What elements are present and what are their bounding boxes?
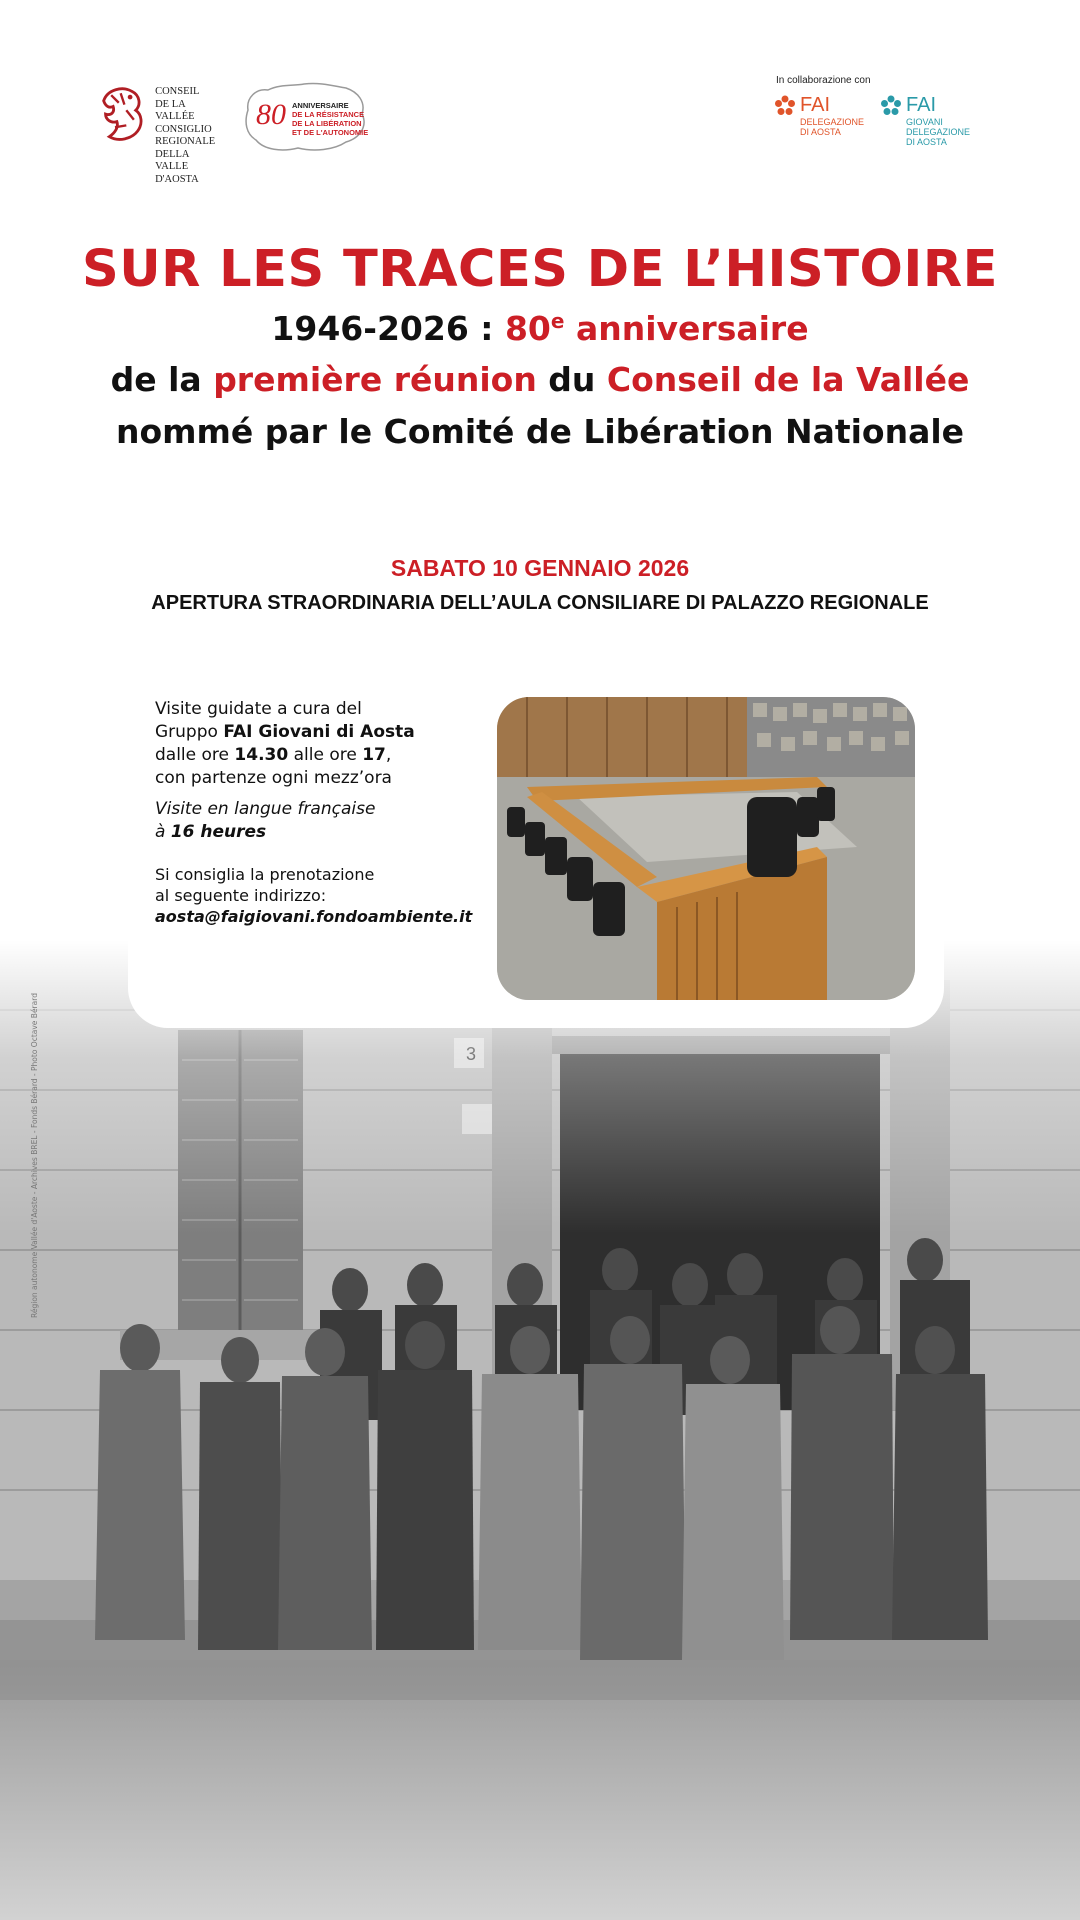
info-line-2-b: FAI Giovani di Aosta: [223, 722, 415, 742]
info-line-1: Visite guidate a cura del: [155, 699, 362, 719]
ordinal-number: 80: [504, 309, 551, 348]
info-line-3-b: 14.30: [234, 745, 289, 765]
event-date: SABATO 10 GENNAIO 2026: [390, 555, 690, 581]
anniversary-line: [0, 309, 1080, 348]
subtitle-part-2: première réunion: [213, 360, 537, 399]
booking-email[interactable]: aosta@faigiovani.fondoambiente.it: [155, 907, 473, 926]
fai-1-sub: DELEGAZIONE DI AOSTA: [800, 117, 865, 137]
info-line-6-b: 16 heures: [170, 822, 267, 842]
info-line-3-a: dalle ore: [155, 745, 235, 765]
anniversaire-word: anniversaire: [564, 309, 809, 348]
fai-2-name: FAI: [906, 94, 937, 116]
historical-group-photo: [0, 940, 1080, 1920]
years: 1946-2026 :: [271, 309, 505, 348]
anniversary-line-1: ANNIVERSAIRE: [292, 101, 349, 110]
subtitle-part-4: Conseil de la Vallée: [606, 360, 970, 399]
ordinal-suffix: e: [550, 309, 565, 333]
fai-2-sub: GIOVANI DELEGAZIONE DI AOSTA: [906, 117, 971, 147]
anniversary-number: 80: [256, 98, 286, 131]
info-line-7: Si consiglia la prenotazione: [155, 865, 375, 884]
info-line-3: [155, 744, 455, 767]
subtitle-line: [0, 360, 1080, 399]
event-subtitle: APERTURA STRAORDINARIA DELL’AULA CONSILIARE DI PALAZZO REGIONALE: [151, 592, 929, 614]
fai-giovani-logo: [880, 95, 970, 147]
conseil-logo-text: CONSEIL DE LA VALLÉE CONSIGLIO REGIONALE DELLA VALLE D'AOSTA: [155, 86, 216, 185]
info-line-6-a: à: [155, 822, 171, 842]
visit-info: [155, 698, 473, 927]
anniversary-line-4: ET DE L'AUTONOMIE: [292, 128, 369, 137]
fai-1-name: FAI: [800, 94, 831, 116]
info-line-2-a: Gruppo: [155, 722, 224, 742]
info-line-8: al seguente indirizzo:: [155, 886, 327, 905]
collaboration-label: In collaborazione con: [776, 75, 871, 86]
subtitle-part-1: de la: [110, 360, 214, 399]
subtitle-line-2: nommé par le Comité de Libération Nationale: [115, 412, 965, 451]
info-line-3-e: ,: [385, 745, 392, 765]
anniversary-80-logo: [242, 80, 372, 156]
fai-snowflake-icon: [880, 95, 902, 117]
info-line-3-d: 17: [362, 745, 386, 765]
info-line-5: Visite en langue française: [155, 799, 376, 819]
fai-delegazione-logo: [774, 95, 864, 137]
anniversary-line-3: DE LA LIBÉRATION: [292, 119, 362, 128]
subtitle-part-3: du: [536, 360, 607, 399]
info-line-2: [155, 721, 455, 744]
info-line-6: [155, 821, 455, 844]
fai-flower-icon: [774, 95, 796, 117]
council-chamber-photo: [497, 697, 915, 1000]
photo-credit: Région autonome Vallée d'Aoste - Archives BREL - Fonds Bérard - Photo Octave Bérard: [30, 993, 39, 1318]
info-line-3-c: alle ore: [288, 745, 363, 765]
info-line-4: con partenze ogni mezz’ora: [155, 768, 392, 788]
lion-emblem-icon: [98, 80, 147, 150]
main-title: SUR LES TRACES DE L’HISTOIRE: [82, 240, 998, 299]
anniversary-line-2: DE LA RÉSISTANCE: [292, 110, 365, 119]
conseil-logo: [98, 80, 223, 185]
